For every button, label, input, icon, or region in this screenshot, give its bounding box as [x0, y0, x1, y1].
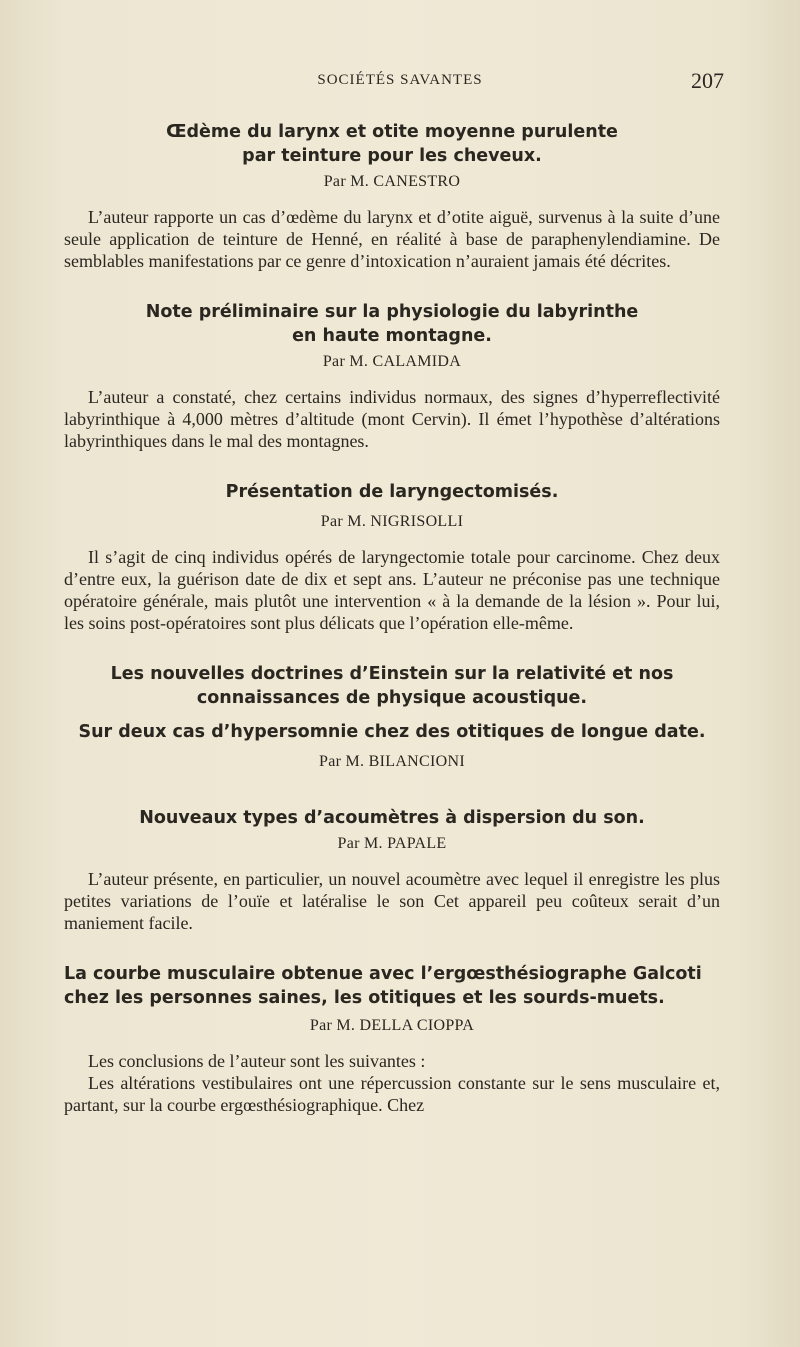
article-author: Par M. PAPALE — [337, 835, 447, 852]
article-title — [64, 662, 720, 710]
article-paragraph: L’auteur rapporte un cas d’œdème du larynx et d’otite aiguë, survenus à la suite d’une seule application de teinture de Henné, en réalité à base de paraphenylendiamine. De semblables manifestations par ce genre d’intoxication n’auraient jamais été décrites. — [64, 207, 720, 271]
article-author: Par M. BILANCIONI — [319, 753, 465, 770]
article — [64, 480, 720, 634]
article-author: Par M. CANESTRO — [323, 173, 461, 190]
article — [64, 662, 720, 710]
article-title: Nouveaux types d’acoumètres à dispersion du son. — [139, 808, 645, 828]
article — [64, 962, 720, 1116]
title-line: Les nouvelles doctrines d’Einstein sur la relativité et nos — [110, 664, 674, 684]
title-line: Œdème du larynx et otite moyenne purulente — [166, 122, 618, 142]
article-paragraph: Les conclusions de l’auteur sont les suivantes : — [88, 1051, 426, 1071]
article-paragraph: Il s’agit de cinq individus opérés de laryngectomie totale pour carcinome. Chez deux d’entre eux, la guérison date de dix et sept ans. L’auteur ne préconise pas une technique opératoire générale, mais plutôt une intervention « à la demande de la lésion ». Pour lui, les soins post-opératoires sont plus délicats que l’opération elle-même. — [64, 547, 720, 633]
article-title: Présentation de laryngectomisés. — [225, 482, 559, 502]
running-title: SOCIÉTÉS SAVANTES — [317, 72, 483, 88]
article-paragraph: L’auteur présente, en particulier, un nouvel acoumètre avec lequel il enregistre les plus petites variations de l’ouïe et latéralise le son Cet appareil peu coûteux serait d’un maniement facile. — [64, 869, 720, 933]
title-line: par teinture pour les cheveux. — [242, 146, 542, 166]
title-line: Note préliminaire sur la physiologie du labyrinthe — [145, 302, 639, 322]
article-author: Par M. NIGRISOLLI — [320, 513, 464, 530]
article-author: Par M. DELLA CIOPPA — [309, 1017, 475, 1034]
article — [64, 806, 720, 934]
article-title: Sur deux cas d’hypersomnie chez des otitiques de longue date. — [78, 722, 706, 742]
article-paragraph: L’auteur a constaté, chez certains individus normaux, des signes d’hyperreflectivité labyrinthique à 4,000 mètres d’altitude (mont Cervin). Il émet l’hypothèse d’altérations labyrinthiques dans le mal des montagnes. — [64, 387, 720, 451]
article-title: La courbe musculaire obtenue avec l’ergœsthésiographe Galcoti chez les personnes saines, les otitiques et les sourds-muets. — [64, 964, 702, 1008]
page-number: 207 — [691, 68, 724, 93]
article — [64, 720, 720, 774]
article-paragraph: Les altérations vestibulaires ont une répercussion constante sur le sens musculaire et, partant, sur la courbe ergœsthésiographique. Chez — [64, 1073, 720, 1115]
page-content — [64, 120, 720, 1116]
page-header — [0, 68, 800, 98]
article — [64, 120, 720, 272]
title-line: en haute montagne. — [292, 326, 492, 346]
article-title — [64, 300, 720, 348]
article-author: Par M. CALAMIDA — [322, 353, 462, 370]
article — [64, 300, 720, 452]
article-title — [64, 120, 720, 168]
title-line: connaissances de physique acoustique. — [196, 688, 588, 708]
